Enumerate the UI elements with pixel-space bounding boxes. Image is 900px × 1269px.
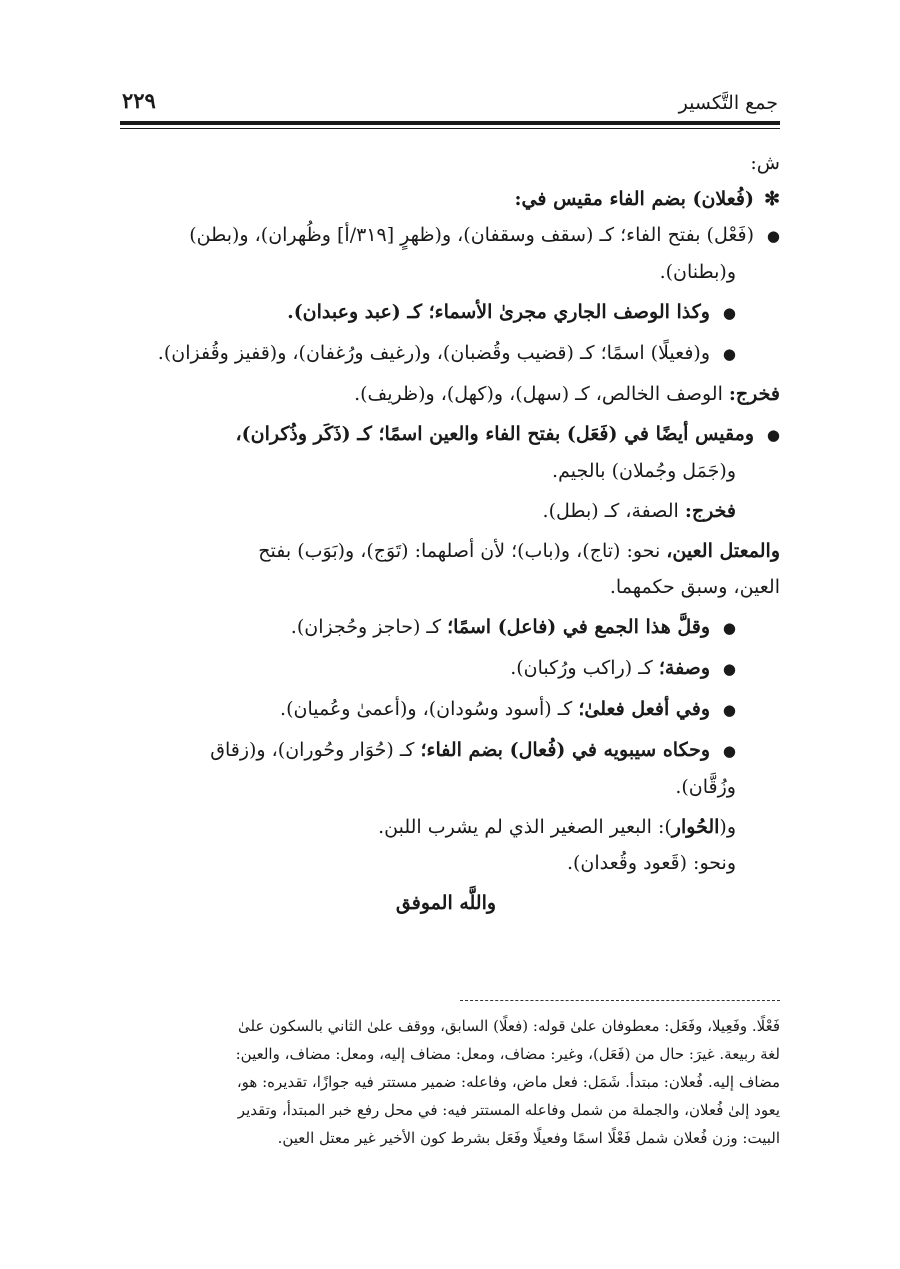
- exit-note-1: فخرج: الوصف الخالص، كـ (سهل)، و(كهل)، و(ظريف).: [354, 383, 780, 405]
- bullet-sibawayh-cont: وزُقَّان).: [675, 776, 736, 798]
- bullet-icon: ●: [722, 701, 736, 719]
- footnote-line: فَعْلًا. وفَعِيلا، وفَعَل: معطوفان علىٰ قوله: (فعلًا) السابق، ووقف علىٰ الثاني بالسكون علىٰ: [237, 1017, 780, 1035]
- bullet-sibawayh: ●وحكاه سيبويه في (فُعال) بضم الفاء؛ كـ (حُوَار وحُوران)، و(زقاق: [112, 732, 780, 769]
- asterisk-icon: ✻: [764, 188, 780, 210]
- footnote-line: لغة ربيعة. غيرَ: حال من (فَعَل)، وغير: مضاف، ومعل: مضاف إليه، ومعل: مضاف، والعين:: [235, 1045, 780, 1063]
- intro-label: ش:: [750, 152, 780, 174]
- hawar-definition: و(الحُوار): البعير الصغير الذي لم يشرب اللبن.: [378, 816, 736, 838]
- header-rule-thin: [120, 128, 780, 129]
- footnote: [112, 1012, 780, 1152]
- bullet-afal: ●وفي أفعل فعلىٰ؛ كـ (أسود وسُودان)، و(أعمىٰ وعُميان).: [112, 691, 780, 728]
- bullet-sifa: ●وصفة؛ كـ (راكب ورُكبان).: [112, 650, 780, 687]
- bullet-icon: ●: [722, 304, 736, 322]
- footnote-line: مضاف إليه. فُعلان: مبتدأ. شَمَل: فعل ماض، وفاعله: ضمير مستتر فيه جوازًا، تقديره: هو،: [236, 1073, 780, 1091]
- bullet-wasf: ●وكذا الوصف الجاري مجرىٰ الأسماء؛ كـ (عبد وعبدان).: [112, 294, 780, 331]
- bullet-icon: ●: [722, 345, 736, 363]
- bullet-faal: ●ومقيس أيضًا في (فَعَل) بفتح الفاء والعين اسمًا؛ كـ (ذَكَر وذُكران)،: [112, 416, 780, 453]
- bullet-icon: ●: [722, 660, 736, 678]
- header-rule-thick: [120, 121, 780, 125]
- bullet-icon: ●: [766, 426, 780, 444]
- bullet-fail: ●و(فعيلًا) اسمًا؛ كـ (قضيب وقُضبان)، و(رغيف ورُغفان)، و(قفيز وقُفزان).: [112, 335, 780, 372]
- bullet-faail: ●وقلَّ هذا الجمع في (فاعل) اسمًا؛ كـ (حاجز وحُجزان).: [112, 609, 780, 646]
- exit-note-2: فخرج: الصفة، كـ (بطل).: [542, 500, 736, 522]
- running-header-title: جمع التَّكسير: [678, 92, 778, 114]
- mutal-ain-cont: العين، وسبق حكمهما.: [609, 576, 780, 598]
- page-number: ٢٢٩: [122, 88, 156, 113]
- bullet-fal: ●(فَعْل) بفتح الفاء؛ كـ (سقف وسقفان)، و(ظهرٍ [٣١٩/أ] وظُهران)، و(بطن): [112, 217, 780, 254]
- bullet-icon: ●: [722, 619, 736, 637]
- bullet-icon: ●: [766, 227, 780, 245]
- mutal-ain-paragraph: والمعتل العين، نحو: (تاج)، و(باب)؛ لأن أصلهما: (تَوَج)، و(بَوَب) بفتح: [258, 540, 780, 562]
- footnote-line: البيت: وزن فُعلان شمل فَعْلًا اسمًا وفعيلًا وفَعَل بشرط كون الأخير غير معتل العين.: [277, 1129, 780, 1147]
- nahw-example: ونحو: (قَعود وقُعدان).: [566, 852, 736, 874]
- bullet-icon: ●: [722, 742, 736, 760]
- section-heading: ✻(فُعلان) بضم الفاء مقيس في:: [112, 181, 780, 217]
- closing-phrase: واللَّه الموفق: [395, 892, 497, 914]
- footnote-line: يعود إلىٰ فُعلان، والجملة من شمل وفاعله المستتر فيه: في محل رفع خبر المبتدأ، وتقدير: [237, 1101, 780, 1119]
- main-text: [112, 145, 780, 921]
- bullet-fal-cont: و(بطنان).: [659, 261, 736, 283]
- footnote-separator: [460, 1000, 780, 1001]
- bullet-faal-cont: و(جَمَل وجُملان) بالجيم.: [552, 460, 736, 482]
